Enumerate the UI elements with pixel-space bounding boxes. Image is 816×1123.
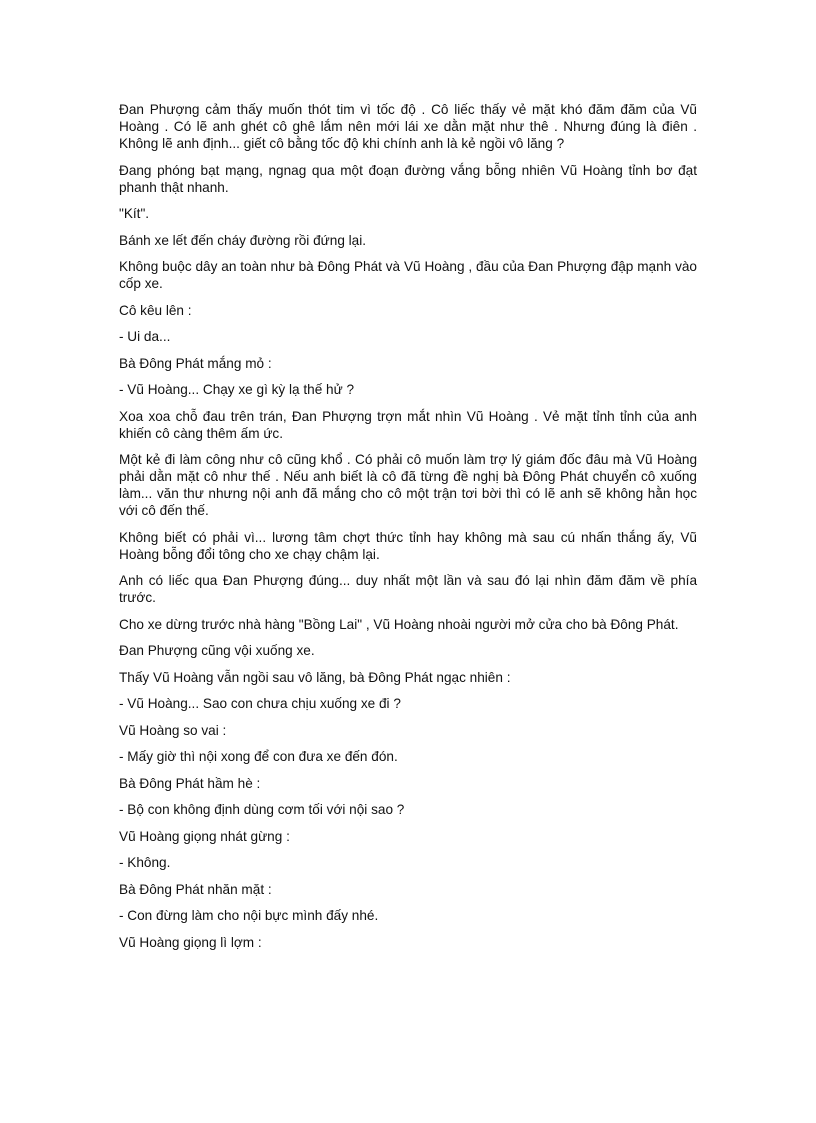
- paragraph: - Ui da...: [119, 329, 171, 344]
- paragraph: Cho xe dừng trước nhà hàng "Bồng Lai" , Vũ Hoàng nhoài người mở cửa cho bà Đông Phát.: [119, 616, 679, 632]
- paragraph: - Vũ Hoàng... Chạy xe gì kỳ lạ thế hử ?: [119, 382, 355, 397]
- paragraph: - Mấy giờ thì nội xong để con đưa xe đến đón.: [119, 749, 398, 764]
- paragraph: - Vũ Hoàng... Sao con chưa chịu xuống xe đi ?: [119, 696, 401, 711]
- paragraph: Đan Phượng cảm thấy muốn thót tim vì tốc độ . Cô liếc thấy vẻ mặt khó đăm đăm của Vũ Hoàng . Có lẽ anh ghét cô ghê lắm nên mới lái xe dằn mặt như thê . Nhưng đúng là điên . Không lẽ anh định... giết cô bằng tốc độ khi chính anh là kẻ ngồi vô lăng ?: [119, 102, 697, 151]
- paragraph: Bà Đông Phát mắng mỏ :: [119, 355, 272, 371]
- paragraph: Thấy Vũ Hoàng vẫn ngồi sau vô lăng, bà Đông Phát ngạc nhiên :: [119, 669, 511, 685]
- paragraph: Vũ Hoàng giọng nhát gừng :: [119, 828, 290, 844]
- paragraph: Không buộc dây an toàn như bà Đông Phát và Vũ Hoàng , đầu của Đan Phượng đập mạnh vào cốp xe.: [119, 259, 697, 291]
- paragraph: - Bộ con không định dùng cơm tối với nội sao ?: [119, 802, 405, 817]
- document-page: [119, 101, 697, 960]
- paragraph: Vũ Hoàng so vai :: [119, 722, 227, 738]
- paragraph: Bà Đông Phát nhăn mặt :: [119, 881, 272, 897]
- paragraph: Cô kêu lên :: [119, 302, 192, 318]
- paragraph: Anh có liếc qua Đan Phượng đúng... duy nhất một lần và sau đó lại nhìn đăm đăm về phía trước.: [119, 573, 697, 605]
- paragraph: - Con đừng làm cho nội bực mình đấy nhé.: [119, 908, 379, 923]
- paragraph: "Kít".: [119, 206, 150, 221]
- paragraph: Vũ Hoàng giọng lì lợm :: [119, 934, 262, 950]
- paragraph: - Không.: [119, 855, 171, 870]
- paragraph: Đan Phượng cũng vội xuống xe.: [119, 643, 315, 658]
- paragraph: Một kẻ đi làm công như cô cũng khổ . Có phải cô muốn làm trợ lý giám đốc đâu mà Vũ Hoàng phải dằn mặt cô như thế . Nếu anh biết là cô đã từng đề nghị bà Đông Phát chuyển cô xuống làm... văn thư nhưng nội anh đã mắng cho cô một trận tơi bời thì có lẽ anh sẽ không hằn học với cô đến thế.: [119, 452, 697, 518]
- paragraph: Đang phóng bạt mạng, ngnag qua một đoạn đường vắng bỗng nhiên Vũ Hoàng tỉnh bơ đạt phanh thật nhanh.: [119, 162, 697, 195]
- paragraph: Không biết có phải vì... lương tâm chợt thức tỉnh hay không mà sau cú nhấn thắng ấy, Vũ Hoàng bỗng đổi tông cho xe chạy chậm lại.: [119, 529, 697, 562]
- paragraph: Bà Đông Phát hầm hè :: [119, 775, 261, 791]
- paragraph: Bánh xe lết đến cháy đường rồi đứng lại.: [119, 232, 367, 248]
- paragraph: Xoa xoa chỗ đau trên trán, Đan Phượng trợn mắt nhìn Vũ Hoàng . Vẻ mặt tỉnh tỉnh của anh khiến cô càng thêm ấm ức.: [119, 408, 697, 441]
